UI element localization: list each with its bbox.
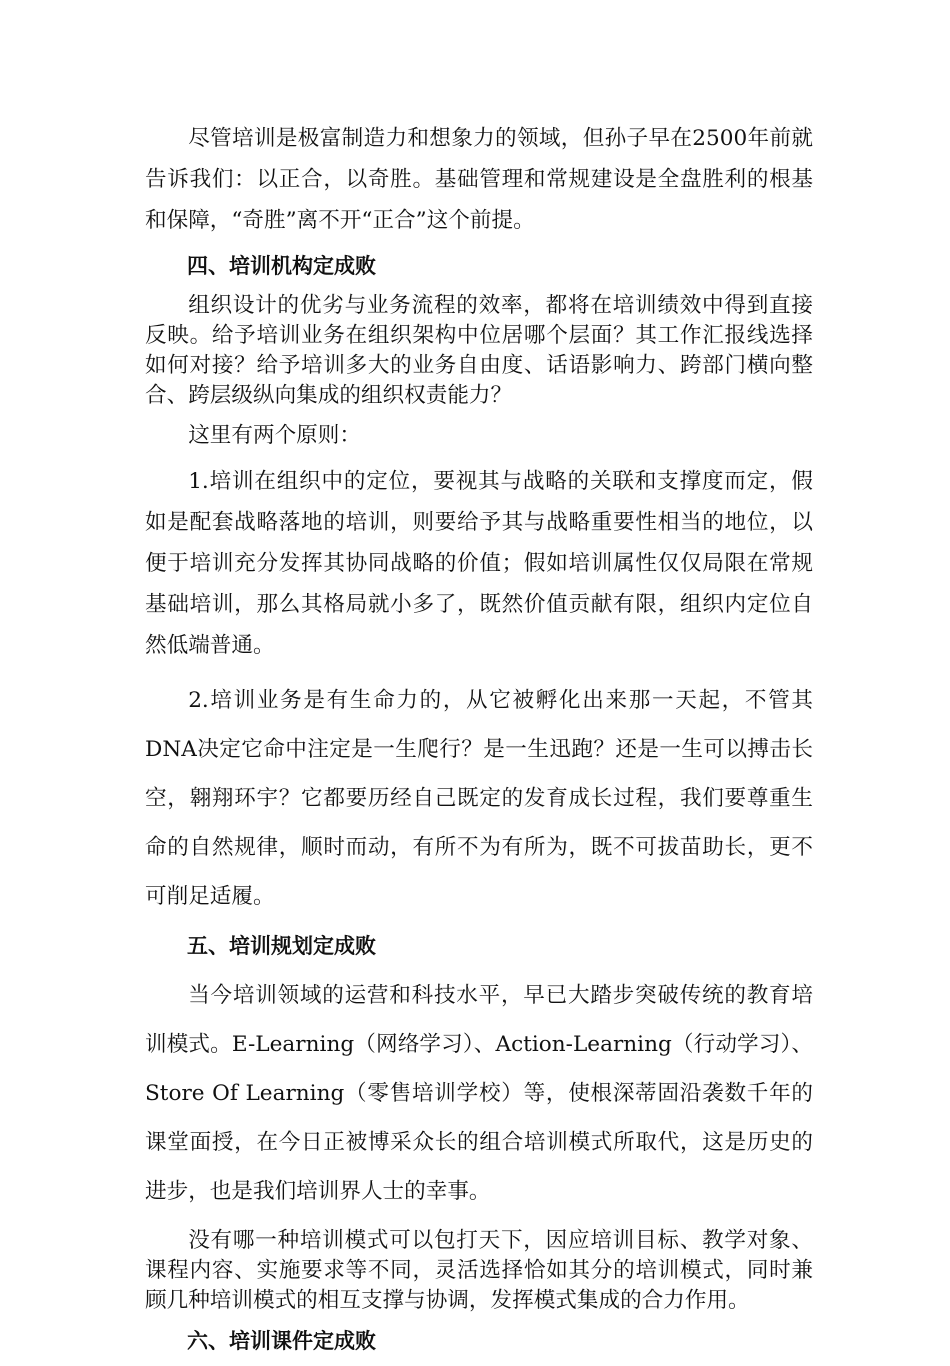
heading-training-courseware: 六、培训课件定成败 (187, 1329, 376, 1353)
heading-training-planning: 五、培训规划定成败 (187, 934, 376, 958)
document-body (145, 118, 813, 1366)
paragraph-mode-selection: 没有哪一种培训模式可以包打天下，因应培训目标、教学对象、课程内容、实施要求等不同，灵活选择恰如其分的培训模式，同时兼顾几种培训模式的相互支撑与协调，发挥模式集成的合力作用。 (145, 1228, 813, 1313)
paragraph-training-modes: 当今培训领域的运营和科技水平，早已大踏步突破传统的教育培训模式。E-Learning（网络学习）、Action-Learning（行动学习）、Store Of Learning（零售培训学校）等，使根深蒂固沿袭数千年的课堂面授，在今日正被博采众长的组合培训模式所取代，这是历史的进步，也是我们培训界人士的幸事。 (145, 983, 813, 1204)
heading-training-organization: 四、培训机构定成败 (187, 254, 376, 278)
paragraph-principle-two: 2.培训业务是有生命力的，从它被孵化出来那一天起，不管其DNA决定它命中注定是一生爬行？是一生迅跑？还是一生可以搏击长空，翱翔环宇？它都要历经自己既定的发育成长过程，我们要尊重生命的自然规律，顺时而动，有所不为有所为，既不可拔苗助长，更不可削足适履。 (145, 688, 813, 909)
paragraph-sunzi: 尽管培训是极富制造力和想象力的领域，但孙子早在2500年前就告诉我们：以正合，以奇胜。基础管理和常规建设是全盘胜利的根基和保障，“奇胜”离不开“正合”这个前提。 (145, 126, 813, 233)
paragraph-principle-one: 1.培训在组织中的定位，要视其与战略的关联和支撑度而定，假如是配套战略落地的培训，则要给予其与战略重要性相当的地位，以便于培训充分发挥其协同战略的价值；假如培训属性仅仅局限在常规基础培训，那么其格局就小多了，既然价值贡献有限，组织内定位自然低端普通。 (145, 469, 813, 658)
paragraph-two-principles: 这里有两个原则： (188, 423, 361, 448)
paragraph-organization-design: 组织设计的优劣与业务流程的效率，都将在培训绩效中得到直接反映。给予培训业务在组织架构中位居哪个层面？其工作汇报线选择如何对接？给予培训多大的业务自由度、话语影响力、跨部门横向整合、跨层级纵向集成的组织权责能力？ (145, 293, 813, 408)
